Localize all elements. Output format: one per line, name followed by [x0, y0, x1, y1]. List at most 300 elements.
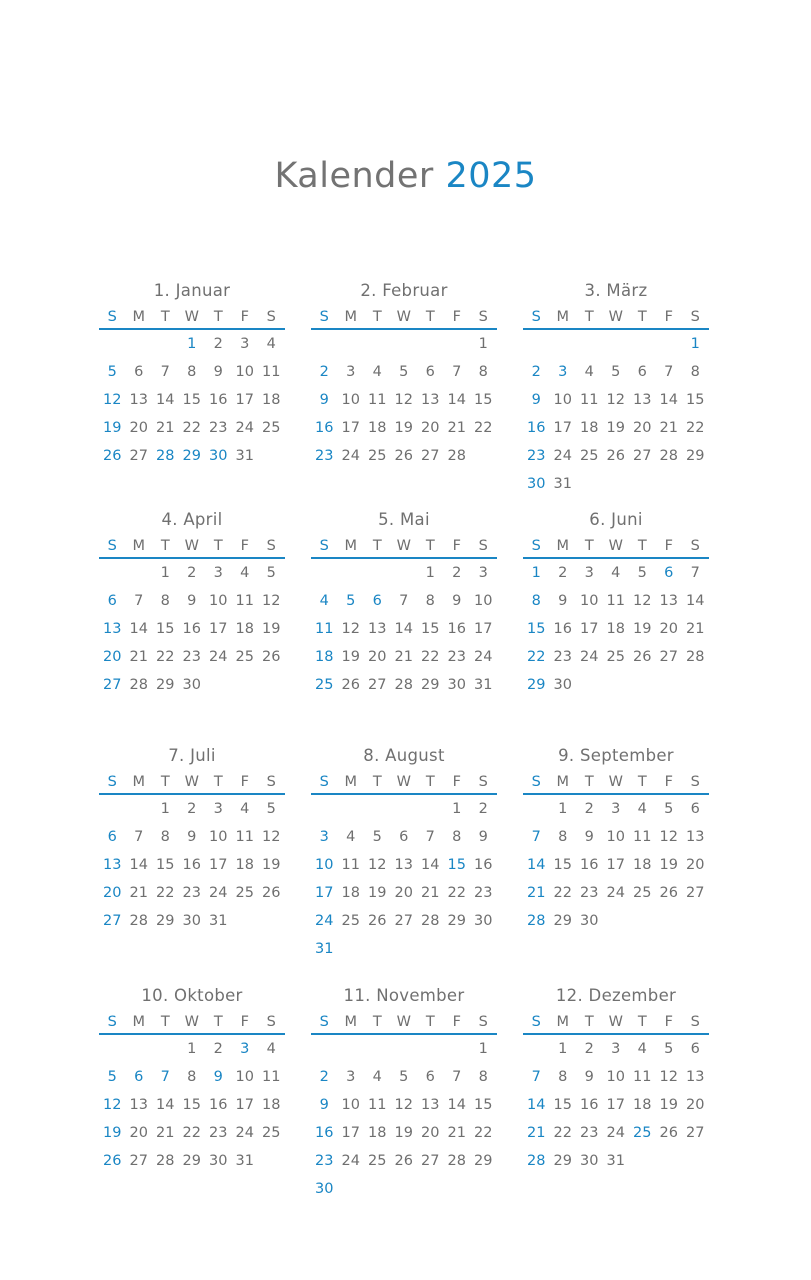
day-cell: 30: [315, 1181, 334, 1197]
weekday-label: F: [240, 309, 249, 325]
day-cell: 29: [527, 677, 546, 693]
day-cell: 8: [425, 593, 435, 609]
day-grid: [523, 795, 709, 935]
title-year: 2025: [445, 156, 537, 196]
weekday-label: W: [608, 1014, 623, 1030]
day-cell: 25: [368, 448, 387, 464]
day-cell: 23: [209, 1125, 228, 1141]
day-cell: 21: [659, 420, 678, 436]
day-cell: 16: [209, 1097, 228, 1113]
day-cell: 9: [531, 392, 541, 408]
day-cell: 5: [611, 364, 621, 380]
day-cell: 6: [690, 1041, 700, 1057]
day-cell: 3: [213, 801, 223, 817]
weekday-label: W: [396, 1014, 411, 1030]
weekday-label: F: [664, 1014, 673, 1030]
day-cell: 19: [368, 885, 387, 901]
day-cell: 28: [129, 913, 148, 929]
weekday-label: T: [584, 309, 594, 325]
day-cell: 21: [447, 1125, 466, 1141]
day-cell: 22: [421, 649, 440, 665]
day-cell: 4: [240, 565, 250, 581]
weekday-label: F: [452, 1014, 461, 1030]
day-cell: 28: [447, 448, 466, 464]
day-cell: 14: [156, 392, 175, 408]
day-cell: 12: [659, 829, 678, 845]
day-cell: 6: [425, 1069, 435, 1085]
day-cell: 17: [209, 621, 228, 637]
month-name: 10. Oktober: [141, 986, 243, 1005]
day-cell: 24: [341, 1153, 360, 1169]
day-cell: 2: [213, 1041, 223, 1057]
day-cell: 29: [182, 448, 201, 464]
day-cell: 7: [664, 364, 674, 380]
day-cell: 3: [611, 1041, 621, 1057]
day-cell: 2: [187, 565, 197, 581]
day-cell: 27: [421, 1153, 440, 1169]
day-cell: 5: [637, 565, 647, 581]
day-cell: 25: [235, 885, 254, 901]
day-cell: 20: [421, 1125, 440, 1141]
day-cell: 3: [611, 801, 621, 817]
month-block: [99, 509, 285, 699]
day-cell: 29: [421, 677, 440, 693]
day-cell: 9: [187, 593, 197, 609]
day-cell: 3: [240, 336, 250, 352]
weekday-header: [523, 535, 709, 559]
day-cell: 13: [129, 1097, 148, 1113]
day-cell: 7: [452, 364, 462, 380]
day-cell: 23: [580, 1125, 599, 1141]
weekday-label: M: [344, 309, 357, 325]
day-cell: 14: [156, 1097, 175, 1113]
weekday-label: S: [478, 774, 488, 790]
day-cell: 23: [315, 448, 334, 464]
day-cell: 22: [156, 649, 175, 665]
day-cell: 16: [580, 1097, 599, 1113]
day-cell: 26: [394, 1153, 413, 1169]
day-cell: 28: [527, 1153, 546, 1169]
day-cell: 22: [474, 1125, 493, 1141]
weekday-label: T: [425, 309, 435, 325]
day-grid: [311, 330, 497, 470]
day-cell: 11: [262, 364, 281, 380]
day-cell: 1: [531, 565, 541, 581]
weekday-label: W: [608, 538, 623, 554]
day-cell: 28: [447, 1153, 466, 1169]
day-cell: 20: [686, 857, 705, 873]
day-cell: 19: [606, 420, 625, 436]
day-cell: 26: [262, 649, 281, 665]
day-cell: 27: [103, 913, 122, 929]
day-cell: 11: [368, 392, 387, 408]
day-cell: 19: [103, 420, 122, 436]
day-cell: 16: [447, 621, 466, 637]
weekday-label: T: [213, 774, 223, 790]
day-cell: 7: [160, 1069, 170, 1085]
day-cell: 17: [209, 857, 228, 873]
weekday-label: M: [556, 309, 569, 325]
day-cell: 20: [129, 1125, 148, 1141]
day-grid: [523, 1035, 709, 1175]
day-cell: 25: [262, 1125, 281, 1141]
weekday-label: T: [372, 774, 382, 790]
month-block: [99, 745, 285, 935]
day-cell: 11: [235, 829, 254, 845]
day-cell: 29: [447, 913, 466, 929]
day-cell: 20: [103, 885, 122, 901]
weekday-label: S: [531, 538, 541, 554]
day-cell: 26: [633, 649, 652, 665]
day-cell: 15: [182, 1097, 201, 1113]
day-cell: 22: [447, 885, 466, 901]
day-cell: 14: [447, 1097, 466, 1113]
day-cell: 18: [606, 621, 625, 637]
day-cell: 31: [209, 913, 228, 929]
day-cell: 26: [606, 448, 625, 464]
day-cell: 10: [553, 392, 572, 408]
day-cell: 18: [235, 857, 254, 873]
weekday-label: S: [478, 309, 488, 325]
day-cell: 27: [394, 913, 413, 929]
day-cell: 27: [129, 1153, 148, 1169]
day-cell: 28: [156, 1153, 175, 1169]
day-cell: 25: [235, 649, 254, 665]
day-cell: 17: [606, 1097, 625, 1113]
day-cell: 17: [580, 621, 599, 637]
month-name: 11. November: [343, 986, 465, 1005]
day-cell: 11: [315, 621, 334, 637]
weekday-label: W: [184, 774, 199, 790]
day-cell: 24: [553, 448, 572, 464]
day-cell: 9: [452, 593, 462, 609]
day-cell: 11: [633, 1069, 652, 1085]
weekday-label: S: [531, 1014, 541, 1030]
day-cell: 6: [425, 364, 435, 380]
day-cell: 11: [580, 392, 599, 408]
day-cell: 8: [478, 1069, 488, 1085]
day-cell: 23: [182, 649, 201, 665]
weekday-label: M: [556, 774, 569, 790]
day-cell: 31: [315, 941, 334, 957]
day-cell: 17: [315, 885, 334, 901]
day-cell: 17: [235, 1097, 254, 1113]
day-cell: 3: [558, 364, 568, 380]
weekday-label: M: [344, 1014, 357, 1030]
day-cell: 13: [129, 392, 148, 408]
day-cell: 13: [103, 857, 122, 873]
day-cell: 6: [134, 1069, 144, 1085]
day-cell: 31: [553, 476, 572, 492]
day-cell: 14: [421, 857, 440, 873]
weekday-label: F: [240, 774, 249, 790]
day-cell: 7: [531, 1069, 541, 1085]
day-cell: 13: [394, 857, 413, 873]
day-cell: 12: [368, 857, 387, 873]
month-block: [311, 509, 497, 699]
day-cell: 7: [425, 829, 435, 845]
day-cell: 14: [527, 857, 546, 873]
day-cell: 25: [341, 913, 360, 929]
day-cell: 21: [129, 885, 148, 901]
weekday-label: S: [319, 1014, 329, 1030]
day-cell: 4: [240, 801, 250, 817]
month-block: [523, 985, 709, 1175]
day-cell: 17: [341, 420, 360, 436]
day-cell: 6: [399, 829, 409, 845]
day-cell: 21: [156, 420, 175, 436]
day-cell: 20: [368, 649, 387, 665]
day-cell: 16: [315, 1125, 334, 1141]
day-cell: 15: [553, 857, 572, 873]
day-cell: 11: [633, 829, 652, 845]
day-cell: 18: [368, 420, 387, 436]
day-cell: 15: [686, 392, 705, 408]
weekday-label: S: [266, 538, 276, 554]
day-cell: 24: [315, 913, 334, 929]
weekday-header: [311, 535, 497, 559]
day-cell: 16: [182, 857, 201, 873]
day-cell: 8: [187, 364, 197, 380]
weekday-header: [311, 1011, 497, 1035]
day-cell: 1: [160, 565, 170, 581]
weekday-label: S: [266, 309, 276, 325]
page-title: [0, 156, 811, 196]
day-cell: 26: [262, 885, 281, 901]
day-cell: 7: [452, 1069, 462, 1085]
day-cell: 14: [659, 392, 678, 408]
day-cell: 30: [474, 913, 493, 929]
day-cell: 9: [319, 392, 329, 408]
day-cell: 25: [368, 1153, 387, 1169]
month-name: 1. Januar: [153, 281, 231, 300]
weekday-label: T: [425, 1014, 435, 1030]
day-cell: 11: [341, 857, 360, 873]
day-grid: [311, 559, 497, 699]
day-cell: 25: [633, 885, 652, 901]
month-name: 12. Dezember: [555, 986, 677, 1005]
day-cell: 30: [580, 913, 599, 929]
day-grid: [99, 559, 285, 699]
day-cell: 30: [553, 677, 572, 693]
weekday-label: W: [184, 538, 199, 554]
day-cell: 14: [129, 857, 148, 873]
day-grid: [311, 1035, 497, 1203]
day-cell: 31: [235, 448, 254, 464]
day-cell: 27: [129, 448, 148, 464]
weekday-label: T: [160, 538, 170, 554]
weekday-header: [99, 306, 285, 330]
day-cell: 10: [341, 1097, 360, 1113]
day-cell: 26: [394, 448, 413, 464]
day-cell: 24: [235, 420, 254, 436]
weekday-label: S: [690, 309, 700, 325]
day-cell: 11: [235, 593, 254, 609]
weekday-label: S: [690, 774, 700, 790]
month-name: 4. April: [161, 510, 223, 529]
day-cell: 15: [156, 857, 175, 873]
day-cell: 6: [664, 565, 674, 581]
day-cell: 15: [474, 1097, 493, 1113]
weekday-label: W: [608, 309, 623, 325]
day-cell: 4: [372, 364, 382, 380]
day-cell: 21: [156, 1125, 175, 1141]
day-cell: 7: [531, 829, 541, 845]
day-cell: 31: [606, 1153, 625, 1169]
day-cell: 18: [633, 1097, 652, 1113]
day-cell: 20: [103, 649, 122, 665]
day-cell: 13: [368, 621, 387, 637]
day-cell: 4: [584, 364, 594, 380]
day-cell: 18: [235, 621, 254, 637]
day-cell: 20: [633, 420, 652, 436]
day-cell: 23: [553, 649, 572, 665]
day-cell: 26: [103, 1153, 122, 1169]
month-name: 9. September: [558, 746, 674, 765]
weekday-label: W: [396, 309, 411, 325]
day-cell: 7: [134, 829, 144, 845]
weekday-label: S: [690, 538, 700, 554]
day-cell: 1: [187, 336, 197, 352]
day-cell: 29: [156, 913, 175, 929]
title-word: Kalender: [274, 156, 434, 196]
day-cell: 27: [686, 885, 705, 901]
day-cell: 27: [633, 448, 652, 464]
day-cell: 3: [478, 565, 488, 581]
weekday-label: W: [396, 538, 411, 554]
weekday-label: S: [319, 309, 329, 325]
day-cell: 26: [103, 448, 122, 464]
day-cell: 2: [584, 801, 594, 817]
day-cell: 10: [474, 593, 493, 609]
day-cell: 22: [686, 420, 705, 436]
day-cell: 18: [315, 649, 334, 665]
day-cell: 2: [452, 565, 462, 581]
weekday-header: [523, 1011, 709, 1035]
day-cell: 20: [421, 420, 440, 436]
day-cell: 29: [686, 448, 705, 464]
day-cell: 24: [606, 885, 625, 901]
day-cell: 16: [209, 392, 228, 408]
day-cell: 14: [394, 621, 413, 637]
weekday-label: F: [452, 538, 461, 554]
day-cell: 24: [209, 649, 228, 665]
day-cell: 7: [399, 593, 409, 609]
day-cell: 4: [266, 336, 276, 352]
weekday-label: W: [184, 1014, 199, 1030]
day-cell: 4: [611, 565, 621, 581]
day-cell: 19: [394, 420, 413, 436]
weekday-header: [99, 1011, 285, 1035]
day-cell: 15: [421, 621, 440, 637]
day-cell: 7: [160, 364, 170, 380]
weekday-label: M: [132, 538, 145, 554]
month-name: 5. Mai: [378, 510, 430, 529]
month-block: [311, 745, 497, 963]
day-cell: 17: [553, 420, 572, 436]
weekday-label: S: [107, 309, 117, 325]
day-cell: 17: [235, 392, 254, 408]
day-cell: 21: [447, 420, 466, 436]
day-cell: 23: [447, 649, 466, 665]
day-cell: 19: [262, 857, 281, 873]
weekday-label: T: [160, 309, 170, 325]
day-cell: 16: [315, 420, 334, 436]
day-cell: 12: [103, 1097, 122, 1113]
weekday-label: S: [107, 1014, 117, 1030]
weekday-label: S: [690, 1014, 700, 1030]
day-cell: 9: [584, 829, 594, 845]
day-cell: 27: [368, 677, 387, 693]
weekday-label: M: [556, 1014, 569, 1030]
day-cell: 27: [421, 448, 440, 464]
weekday-label: T: [637, 538, 647, 554]
day-grid: [99, 1035, 285, 1175]
day-cell: 13: [686, 829, 705, 845]
day-cell: 8: [478, 364, 488, 380]
weekday-label: M: [132, 1014, 145, 1030]
weekday-label: T: [160, 1014, 170, 1030]
month-block: [523, 509, 709, 699]
day-cell: 21: [527, 1125, 546, 1141]
day-cell: 19: [659, 857, 678, 873]
day-cell: 8: [690, 364, 700, 380]
weekday-label: S: [531, 774, 541, 790]
day-cell: 23: [527, 448, 546, 464]
day-cell: 28: [527, 913, 546, 929]
weekday-label: T: [213, 1014, 223, 1030]
day-cell: 31: [474, 677, 493, 693]
day-cell: 17: [606, 857, 625, 873]
day-cell: 30: [527, 476, 546, 492]
day-cell: 10: [209, 829, 228, 845]
day-cell: 5: [266, 565, 276, 581]
day-cell: 3: [584, 565, 594, 581]
day-cell: 12: [262, 829, 281, 845]
weekday-label: T: [213, 309, 223, 325]
month-block: [99, 280, 285, 470]
day-cell: 14: [129, 621, 148, 637]
day-cell: 12: [633, 593, 652, 609]
weekday-label: S: [319, 538, 329, 554]
day-cell: 10: [315, 857, 334, 873]
month-name: 3. März: [584, 281, 648, 300]
day-cell: 16: [553, 621, 572, 637]
day-cell: 10: [235, 364, 254, 380]
month-name: 7. Juli: [168, 746, 216, 765]
weekday-label: T: [637, 309, 647, 325]
weekday-header: [523, 306, 709, 330]
day-cell: 18: [368, 1125, 387, 1141]
weekday-label: M: [132, 309, 145, 325]
day-cell: 2: [187, 801, 197, 817]
day-cell: 30: [182, 913, 201, 929]
weekday-label: S: [478, 1014, 488, 1030]
day-grid: [523, 559, 709, 699]
day-cell: 19: [103, 1125, 122, 1141]
day-cell: 4: [637, 801, 647, 817]
day-cell: 5: [346, 593, 356, 609]
weekday-label: M: [344, 538, 357, 554]
weekday-label: S: [266, 1014, 276, 1030]
day-cell: 22: [156, 885, 175, 901]
day-cell: 8: [160, 829, 170, 845]
weekday-label: F: [240, 538, 249, 554]
day-cell: 10: [341, 392, 360, 408]
month-block: [523, 280, 709, 498]
day-cell: 18: [633, 857, 652, 873]
day-cell: 26: [368, 913, 387, 929]
